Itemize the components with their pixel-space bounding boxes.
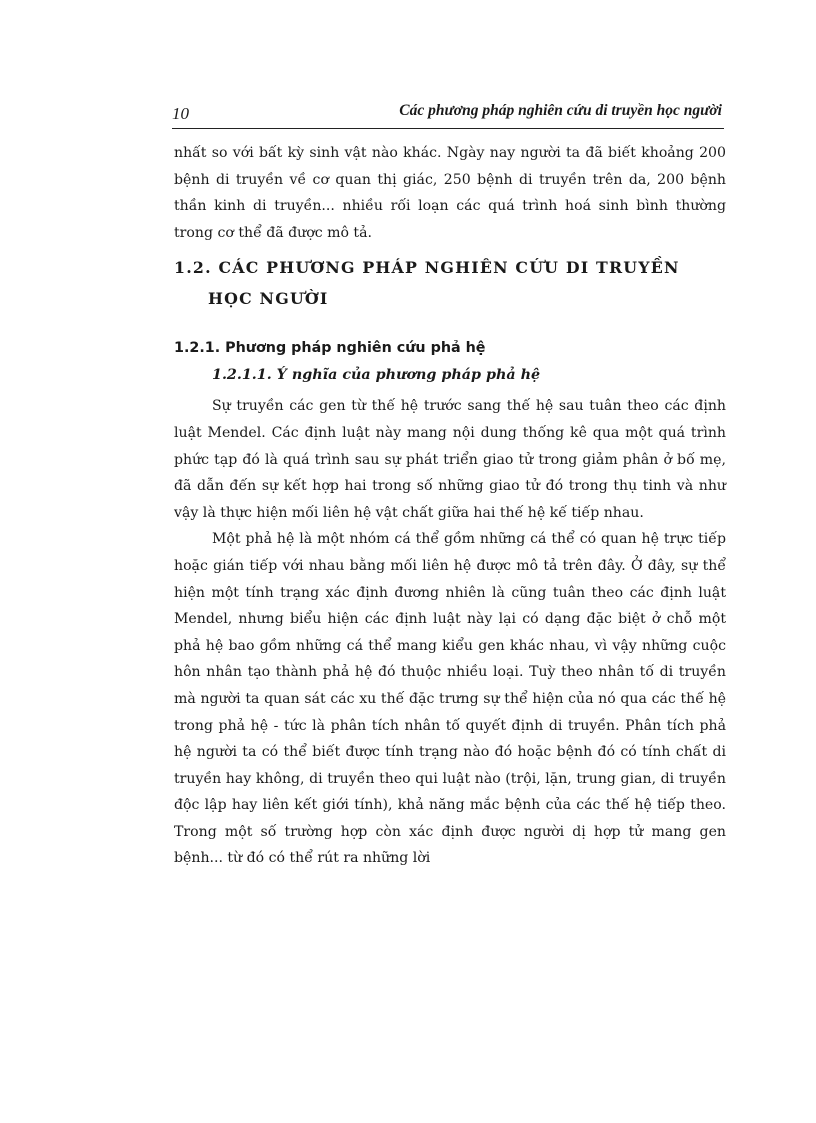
body-text: [174, 140, 726, 872]
running-header-title: Các phương pháp nghiên cứu di truyền học người: [399, 102, 722, 119]
intro-paragraph: nhất so với bất kỳ sinh vật nào khác. Ngày nay người ta đã biết khoảng 200 bệnh di truyền về cơ quan thị giác, 250 bệnh di truyền trên da, 200 bệnh thần kinh di truyền... nhiều rối loạn các quá trình hoá sinh bình thường trong cơ thể đã được mô tả.: [174, 145, 726, 241]
subsection-heading: 1.2.1. Phương pháp nghiên cứu phả hệ: [174, 340, 486, 357]
subsubsection-heading: 1.2.1.1. Ý nghĩa của phương pháp phả hệ: [212, 367, 541, 384]
body-paragraph-1: Sự truyền các gen từ thế hệ trước sang thế hệ sau tuân theo các định luật Mendel. Các định luật này mang nội dung thống kê qua một quá trình phức tạp đó là quá trình sau sự phát triển giao tử trong giảm phân ở bố mẹ, đã dẫn đến sự kết hợp hai trong số những giao tử đó trong thụ tinh và như vậy là thực hiện mối liên hệ vật chất giữa hai thế hệ kế tiếp nhau.: [174, 398, 726, 521]
section-heading: 1.2. CÁC PHƯƠNG PHÁP NGHIÊN CỨU DI TRUYỀN HỌC NGƯỜI: [174, 258, 680, 309]
body-paragraph-2: Một phả hệ là một nhóm cá thể gồm những cá thể có quan hệ trực tiếp hoặc gián tiếp với nhau bằng mối liên hệ được mô tả trên đây. Ở đây, sự thể hiện một tính trạng xác định đương nhiên là cũng tuân theo các định luật Mendel, nhưng biểu hiện các định luật này lại có dạng đặc biệt ở chỗ một phả hệ bao gồm những cá thể mang kiểu gen khác nhau, vì vậy những cuộc hôn nhân tạo thành phả hệ đó thuộc nhiều loại. Tuỳ theo nhân tố di truyền mà người ta quan sát các xu thế đặc trưng sự thể hiện của nó qua các thế hệ trong phả hệ - tức là phân tích nhân tố quyết định di truyền. Phân tích phả hệ người ta có thể biết được tính trạng nào đó hoặc bệnh đó có tính chất di truyền hay không, di truyền theo qui luật nào (trội, lặn, trung gian, di truyền độc lập hay liên kết giới tính), khả năng mắc bệnh của các thế hệ tiếp theo. Trong một số trường hợp còn xác định được người dị hợp tử mang gen bệnh... từ đó có thể rút ra những lời: [174, 531, 726, 867]
page-number: 10: [172, 104, 189, 123]
running-header: [172, 98, 724, 129]
